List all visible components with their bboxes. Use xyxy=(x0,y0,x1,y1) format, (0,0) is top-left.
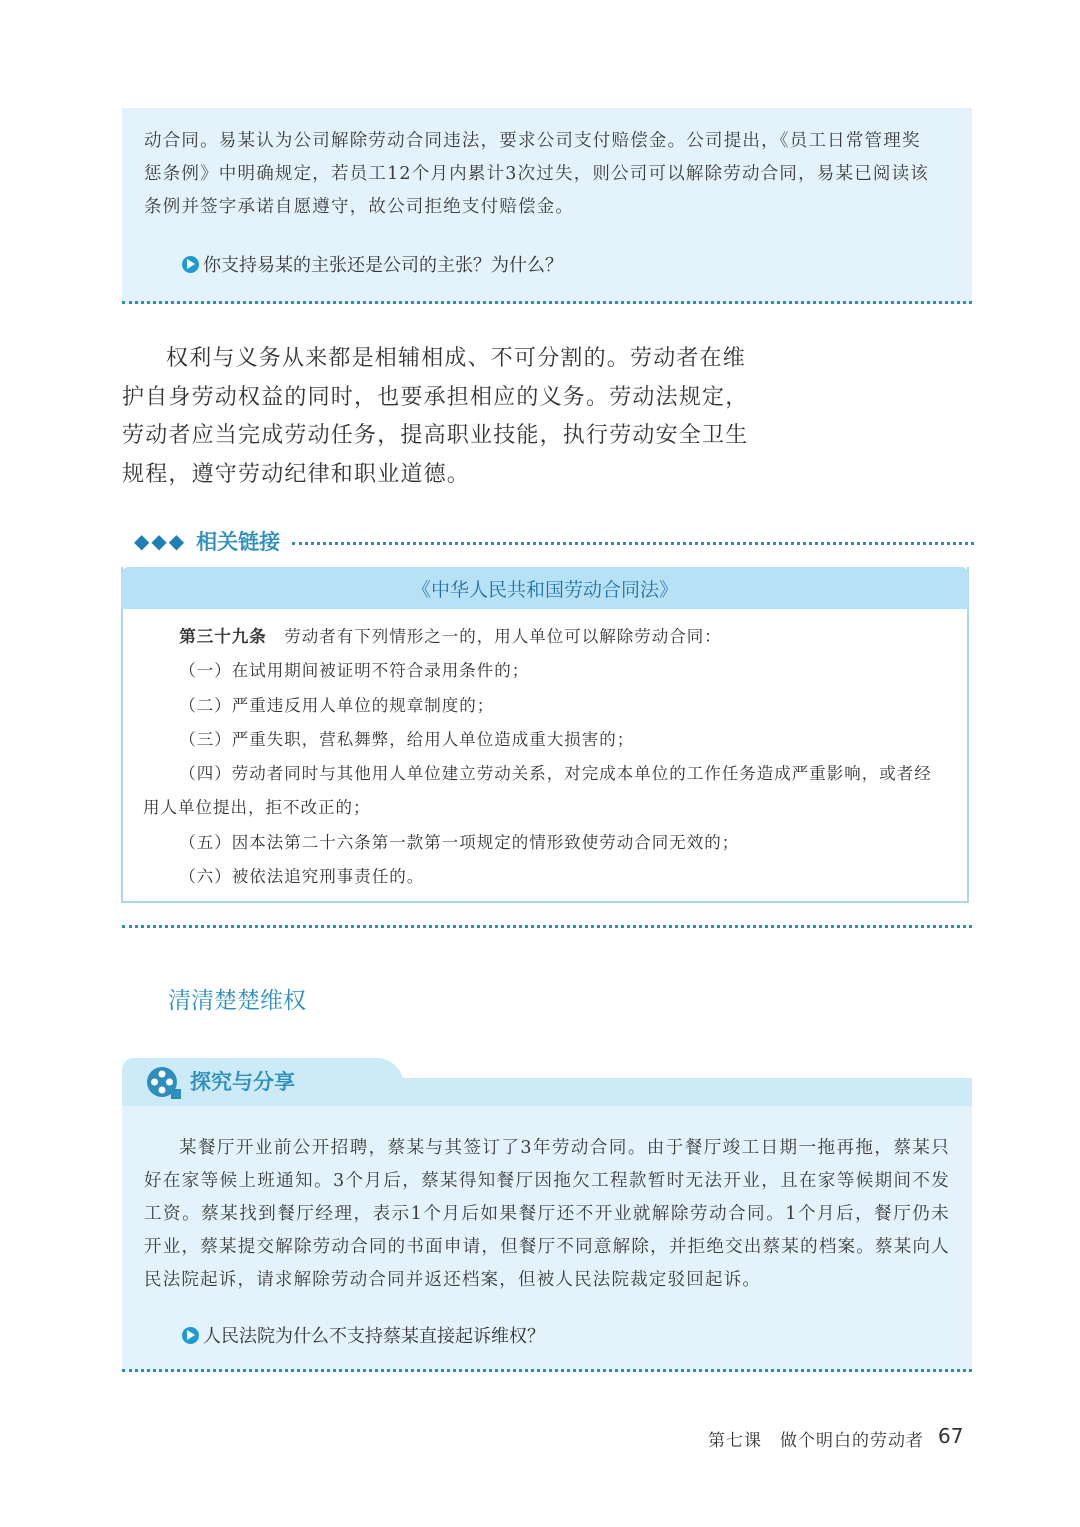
question-text: 你支持易某的主张还是公司的主张？为什么？ xyxy=(203,255,563,276)
law-item: （三）严重失职，营私舞弊，给用人单位造成重大损害的； xyxy=(179,729,635,749)
explore-text xyxy=(144,1132,950,1297)
case-text xyxy=(144,125,950,224)
law-item: （五）因本法第二十六条第一款第一项规定的情形致使劳动合同无效的； xyxy=(179,832,740,852)
article-intro-text: 劳动者有下列情形之一的，用人单位可以解除劳动合同： xyxy=(284,627,722,646)
law-box xyxy=(121,567,969,903)
dotted-divider xyxy=(122,925,972,928)
related-link-title: 相关链接 xyxy=(196,530,281,554)
law-item: （六）被依法追究刑事责任的。 xyxy=(179,867,425,887)
law-item: （四）劳动者同时与其他用人单位建立劳动关系，对完成本单位的工作任务造成严重影响，或者经用人单位提出，拒不改正的； xyxy=(143,764,932,818)
explore-paragraph: 某餐厅开业前公开招聘，蔡某与其签订了3年劳动合同。由于餐厅竣工日期一拖再拖，蔡某只好在家等候上班通知。3个月后，蔡某得知餐厅因拖欠工程款暂时无法开业，且在家等候期间不发工资。蔡某找到餐厅经理，表示1个月后如果餐厅还不开业就解除劳动合同。1个月后，餐厅仍未开业，蔡某提交解除劳动合同的书面申请，但餐厅不同意解除，并拒绝交出蔡某的档案。蔡某向人民法院起诉，请求解除劳动合同并返还档案，但被人民法院裁定驳回起诉。 xyxy=(144,1138,950,1290)
case-box xyxy=(122,108,972,304)
case-line: 惩条例》中明确规定，若员工12个月内累计3次过失，则公司可以解除劳动合同，易某已阅读该 xyxy=(144,164,929,184)
case-line: 动合同。易某认为公司解除劳动合同违法，要求公司支付赔偿金。公司提出，《员工日常管理奖 xyxy=(144,131,921,151)
article-label: 第三十九条 xyxy=(179,627,267,646)
discussion-question xyxy=(182,1322,545,1348)
discussion-question xyxy=(182,251,563,277)
dotted-divider xyxy=(292,542,974,545)
law-item: （一）在试用期间被证明不符合录用条件的； xyxy=(179,661,530,681)
article-intro xyxy=(143,620,949,654)
law-title: 《中华人民共和国劳动合同法》 xyxy=(121,567,969,609)
main-paragraph xyxy=(122,340,762,494)
related-link-header xyxy=(134,524,974,558)
paragraph-text: 权利与义务从来都是相辅相成、不可分割的。劳动者在维护自身劳动权益的同时，也要承担相应的义务。劳动法规定，劳动者应当完成劳动任务，提高职业技能，执行劳动安全卫生规程，遵守劳动纪律和职业道德。 xyxy=(122,346,749,487)
question-text: 人民法院为什么不支持蔡某直接起诉维权？ xyxy=(203,1326,545,1347)
footer-chapter: 第七课 做个明白的劳动者 xyxy=(708,1431,924,1451)
dotted-divider xyxy=(122,301,972,304)
explore-title: 探究与分享 xyxy=(190,1070,295,1094)
diamond-markers-icon: ◆◆◆ xyxy=(134,529,187,553)
section-title: 清清楚楚维权 xyxy=(168,988,306,1014)
film-reel-icon xyxy=(145,1063,183,1101)
case-line: 条例并签字承诺自愿遵守，故公司拒绝支付赔偿金。 xyxy=(144,197,575,217)
dotted-divider xyxy=(122,1369,972,1372)
law-body xyxy=(143,620,949,894)
play-arrow-icon xyxy=(182,1327,199,1344)
law-item: （二）严重违反用人单位的规章制度的； xyxy=(179,695,495,715)
explore-box xyxy=(122,1106,972,1372)
page-number: 67 xyxy=(938,1424,964,1448)
play-arrow-icon xyxy=(182,256,199,273)
